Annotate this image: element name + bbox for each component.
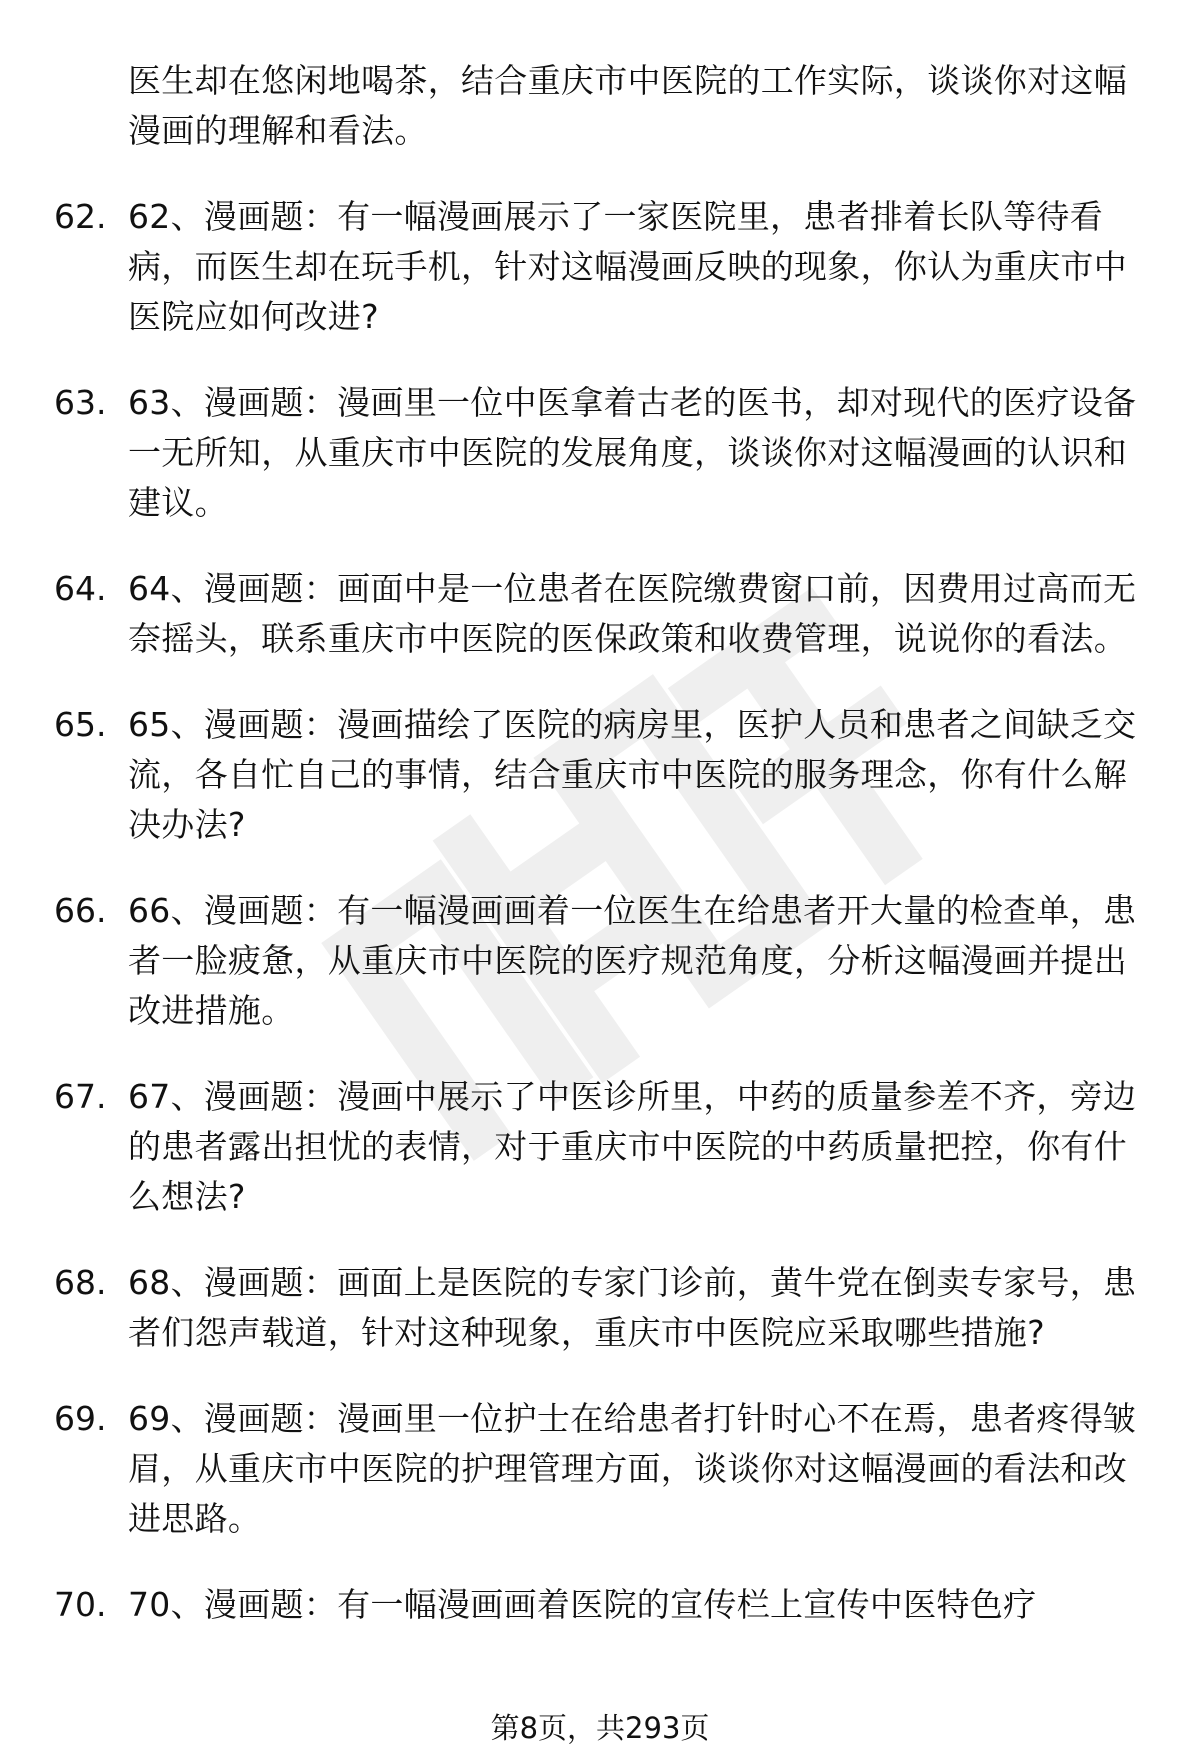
- question-item: [0, 1072, 1200, 1222]
- question-text: 66、漫画题：有一幅漫画画着一位医生在给患者开大量的检查单，患者一脸疲惫，从重庆市中医院的医疗规范角度，分析这幅漫画并提出改进措施。: [128, 891, 1137, 1030]
- question-number: 67.: [54, 1077, 107, 1116]
- question-item: [0, 378, 1200, 528]
- question-text: 69、漫画题：漫画里一位护士在给患者打针时心不在焉，患者疼得皱眉，从重庆市中医院的护理管理方面，谈谈你对这幅漫画的看法和改进思路。: [128, 1399, 1137, 1538]
- question-number: 64.: [54, 569, 107, 608]
- question-text: 62、漫画题：有一幅漫画展示了一家医院里，患者排着长队等待看病，而医生却在玩手机，针对这幅漫画反映的现象，你认为重庆市中医院应如何改进?: [128, 197, 1127, 336]
- question-list: [0, 56, 1200, 1666]
- question-text: 医生却在悠闲地喝茶，结合重庆市中医院的工作实际，谈谈你对这幅漫画的理解和看法。: [128, 61, 1127, 150]
- question-item: [0, 700, 1200, 850]
- question-item: [0, 1580, 1200, 1630]
- question-text: 63、漫画题：漫画里一位中医拿着古老的医书，却对现代的医疗设备一无所知，从重庆市中医院的发展角度，谈谈你对这幅漫画的认识和建议。: [128, 383, 1137, 522]
- question-text: 70、漫画题：有一幅漫画画着医院的宣传栏上宣传中医特色疗: [128, 1585, 1037, 1624]
- question-number: 68.: [54, 1263, 107, 1302]
- question-number: 69.: [54, 1399, 107, 1438]
- question-item: [0, 886, 1200, 1036]
- question-item: [0, 192, 1200, 342]
- question-text: 65、漫画题：漫画描绘了医院的病房里，医护人员和患者之间缺乏交流，各自忙自己的事情，结合重庆市中医院的服务理念，你有什么解决办法?: [128, 705, 1137, 844]
- question-number: 65.: [54, 705, 107, 744]
- question-text: 64、漫画题：画面中是一位患者在医院缴费窗口前，因费用过高而无奈摇头，联系重庆市中医院的医保政策和收费管理，说说你的看法。: [128, 569, 1137, 658]
- question-continuation: [0, 56, 1200, 156]
- question-text: 68、漫画题：画面上是医院的专家门诊前，黄牛党在倒卖专家号，患者们怨声载道，针对这种现象，重庆市中医院应采取哪些措施?: [128, 1263, 1137, 1352]
- question-number: 63.: [54, 383, 107, 422]
- question-number: 66.: [54, 891, 107, 930]
- question-item: [0, 1258, 1200, 1358]
- page-footer: 第8页，共293页: [490, 1711, 710, 1745]
- question-number: 62.: [54, 197, 107, 236]
- question-item: [0, 564, 1200, 664]
- question-item: [0, 1394, 1200, 1544]
- question-text: 67、漫画题：漫画中展示了中医诊所里，中药的质量参差不齐，旁边的患者露出担忧的表情，对于重庆市中医院的中药质量把控，你有什么想法?: [128, 1077, 1137, 1216]
- question-number: 70.: [54, 1585, 107, 1624]
